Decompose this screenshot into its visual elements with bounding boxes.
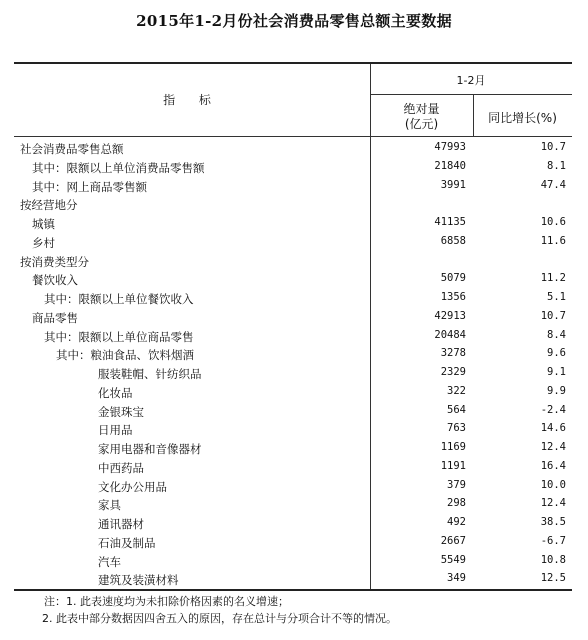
table-row xyxy=(14,552,572,571)
row-label: 其中：限额以上单位消费品零售额 xyxy=(32,160,205,175)
row-yoy-value: 9.6 xyxy=(547,347,566,360)
header-period: 1-2月 xyxy=(456,74,486,87)
row-yoy-value: 8.4 xyxy=(547,328,566,341)
row-yoy-value: 47.4 xyxy=(540,178,566,191)
row-label: 其中：限额以上单位餐饮收入 xyxy=(44,292,194,306)
row-yoy-value: 10.0 xyxy=(540,478,566,491)
row-label: 化妆品 xyxy=(98,385,133,400)
row-label: 中西药品 xyxy=(98,460,144,475)
table-row xyxy=(14,364,572,383)
row-label: 按经营地分 xyxy=(20,198,78,213)
row-yoy-value: 14.6 xyxy=(540,422,566,435)
row-label: 按消费类型分 xyxy=(20,254,89,269)
table-row xyxy=(14,177,572,196)
footnotes xyxy=(44,593,397,627)
table-rows xyxy=(14,137,572,589)
table-body xyxy=(14,137,572,589)
row-absolute-value: 5549 xyxy=(440,553,466,566)
page-title: 2015年1-2月份社会消费品零售总额主要数据 xyxy=(136,12,452,30)
row-label: 通讯器材 xyxy=(98,517,144,531)
table-row xyxy=(14,289,572,308)
row-yoy-value: 12.4 xyxy=(540,441,566,453)
table-row xyxy=(14,195,572,214)
row-yoy-value: 16.4 xyxy=(540,459,566,472)
row-label: 乡村 xyxy=(32,235,55,250)
table-row xyxy=(14,252,572,271)
row-absolute-value: 41135 xyxy=(434,216,466,228)
row-yoy-value: 10.8 xyxy=(540,553,566,566)
row-yoy-value: 5.1 xyxy=(547,291,566,303)
row-label: 家具 xyxy=(98,498,121,513)
row-absolute-value: 322 xyxy=(447,384,466,397)
table-row xyxy=(14,439,572,458)
row-yoy-value: 8.1 xyxy=(547,159,566,172)
row-yoy-value: 11.6 xyxy=(540,234,566,247)
row-yoy-value: 38.5 xyxy=(540,516,566,528)
row-yoy-value: 10.7 xyxy=(540,309,566,322)
header-yoy: 同比增长(%) xyxy=(488,111,557,125)
table-row xyxy=(14,308,572,327)
footnote-1: 注：1. 此表速度均为未扣除价格因素的名义增速； xyxy=(44,595,289,608)
row-yoy-value: 10.6 xyxy=(540,216,566,228)
table-row xyxy=(14,139,572,158)
row-absolute-value: 298 xyxy=(447,497,466,510)
table-row xyxy=(14,402,572,421)
row-absolute-value: 20484 xyxy=(434,328,466,341)
row-label: 汽车 xyxy=(98,554,121,569)
row-label: 其中：限额以上单位商品零售 xyxy=(44,329,194,344)
row-label: 建筑及装潢材料 xyxy=(98,573,179,588)
row-yoy-value: 10.7 xyxy=(540,141,566,153)
table-row xyxy=(14,495,572,514)
table-row xyxy=(14,327,572,346)
row-absolute-value: 492 xyxy=(447,516,466,528)
row-yoy-value: 9.1 xyxy=(547,366,566,378)
table-row xyxy=(14,570,572,589)
table-row xyxy=(14,383,572,402)
header-indicator: 指 标 xyxy=(163,93,221,107)
header-absolute-line1: 绝对量 xyxy=(403,102,440,116)
header-divider xyxy=(370,94,572,95)
row-label: 文化办公用品 xyxy=(98,479,167,494)
table-row xyxy=(14,514,572,533)
row-absolute-value: 21840 xyxy=(434,159,466,172)
row-yoy-value: 9.9 xyxy=(547,384,566,397)
table-row xyxy=(14,233,572,252)
table-row xyxy=(14,477,572,496)
data-table xyxy=(14,62,572,591)
row-absolute-value: 47993 xyxy=(434,141,466,153)
table-row xyxy=(14,214,572,233)
row-label: 商品零售 xyxy=(32,310,78,325)
row-absolute-value: 2667 xyxy=(440,534,466,547)
row-absolute-value: 379 xyxy=(447,478,466,491)
row-absolute-value: 564 xyxy=(447,403,466,416)
row-absolute-value: 5079 xyxy=(440,272,466,285)
row-absolute-value: 2329 xyxy=(440,366,466,378)
table-header xyxy=(14,64,572,137)
row-yoy-value: -2.4 xyxy=(540,403,566,416)
row-yoy-value: 11.2 xyxy=(540,272,566,285)
row-absolute-value: 349 xyxy=(447,572,466,585)
row-absolute-value: 1191 xyxy=(440,459,466,472)
row-label: 社会消费品零售总额 xyxy=(20,142,124,156)
row-absolute-value: 763 xyxy=(447,422,466,435)
row-label: 餐饮收入 xyxy=(32,273,78,288)
row-yoy-value: 12.4 xyxy=(540,497,566,510)
header-absolute xyxy=(370,102,473,132)
table-row xyxy=(14,458,572,477)
row-absolute-value: 1169 xyxy=(440,441,466,453)
row-label: 城镇 xyxy=(32,217,55,231)
row-label: 石油及制品 xyxy=(98,535,156,550)
table-row xyxy=(14,420,572,439)
row-yoy-value: -6.7 xyxy=(540,534,566,547)
table-row xyxy=(14,345,572,364)
header-absolute-line2: (亿元) xyxy=(404,117,439,131)
row-label: 服装鞋帽、针纺织品 xyxy=(98,367,202,381)
row-yoy-value: 12.5 xyxy=(540,572,566,585)
row-label: 日用品 xyxy=(98,423,133,438)
row-absolute-value: 6858 xyxy=(440,234,466,247)
table-row xyxy=(14,270,572,289)
row-absolute-value: 3278 xyxy=(440,347,466,360)
row-label: 金银珠宝 xyxy=(98,404,144,419)
row-label: 其中：粮油食品、饮料烟酒 xyxy=(56,348,194,363)
row-label: 其中：网上商品零售额 xyxy=(32,179,147,194)
row-absolute-value: 1356 xyxy=(440,291,466,303)
row-label: 家用电器和音像器材 xyxy=(98,442,202,456)
row-absolute-value: 42913 xyxy=(434,309,466,322)
table-row xyxy=(14,533,572,552)
table-row xyxy=(14,158,572,177)
footnote-2: 2. 此表中部分数据因四舍五入的原因，存在总计与分项合计不等的情况。 xyxy=(42,612,397,625)
row-absolute-value: 3991 xyxy=(440,178,466,191)
